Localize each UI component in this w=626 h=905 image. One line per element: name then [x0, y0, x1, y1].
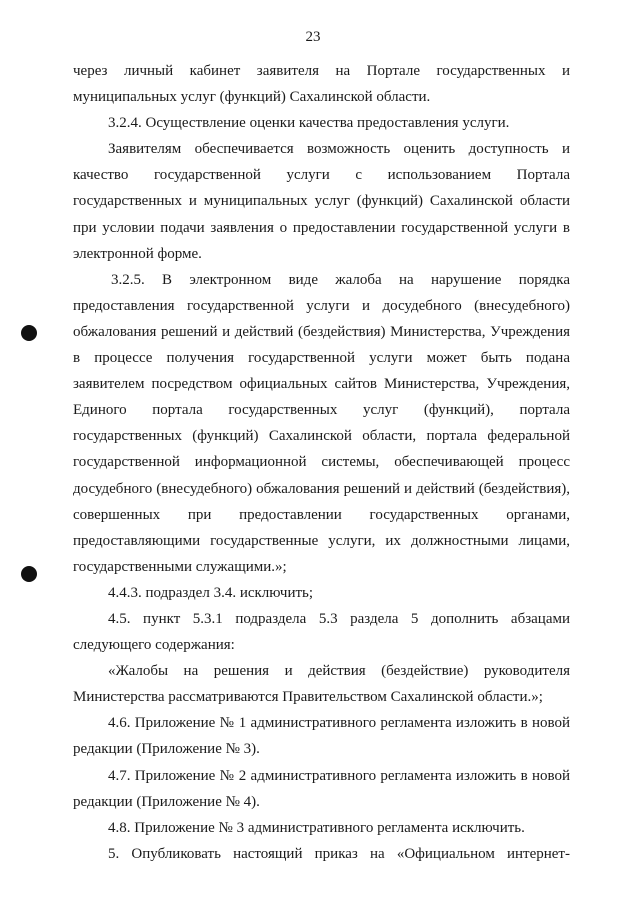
punch-hole-bottom	[21, 566, 37, 582]
paragraph-3: Заявителям обеспечивается возможность оценить доступность и качество государственной услуги с использованием Портала государственных и муниципальных услуг (функций) Сахалинской области при условии подачи заявления о предоставлении государственной услуги в электронной форме.	[73, 141, 570, 262]
paragraph-7: «Жалобы на решения и действия (бездействие) руководителя Министерства рассматриваются Правительством Сахалинской области.»;	[73, 663, 570, 706]
paragraph-6: 4.5. пункт 5.3.1 подраздела 5.3 раздела 5 дополнить абзацами следующего содержания:	[73, 610, 570, 654]
paragraph-8: 4.6. Приложение № 1 административного регламента изложить в новой редакции (Приложение № 3).	[73, 715, 570, 758]
paragraph-5: 4.4.3. подраздел 3.4. исключить;	[108, 584, 314, 601]
paragraph-11: 5. Опубликовать настоящий приказ на «Официальном интернет-	[108, 845, 570, 862]
page-number: 23	[305, 29, 321, 45]
punch-hole-top	[21, 325, 37, 341]
paragraph-9: 4.7. Приложение № 2 административного регламента изложить в новой редакции (Приложение № 4).	[73, 767, 570, 810]
paragraph-10: 4.8. Приложение № 3 административного регламента исключить.	[108, 819, 525, 836]
paragraph-1: через личный кабинет заявителя на Портале государственных и муниципальных услуг (функций) Сахалинской области.	[73, 63, 570, 106]
paragraph-4: 3.2.5. В электронном виде жалоба на нарушение порядка предоставления государственной услуги и досудебного (внесудебного) обжалования решений и действий (бездействия) Министерства, Учреждения в процессе получения государственной услуги может быть подана заявителем посредством официальных сайтов Министерства, Учреждения, Единого портала государственных услуг (функций), портала государственных (функций) Сахалинской области, портала федеральной государственной информационной системы, обеспечивающей процесс досудебного (внесудебного) обжалования решений и действий (бездействия), совершенных при предоставлении государственных органами, предоставляющими государственные услуги, их должностными лицами, государственными служащими.»;	[73, 271, 570, 575]
paragraph-2: 3.2.4. Осуществление оценки качества предоставления услуги.	[108, 115, 510, 132]
document-body	[73, 58, 570, 867]
